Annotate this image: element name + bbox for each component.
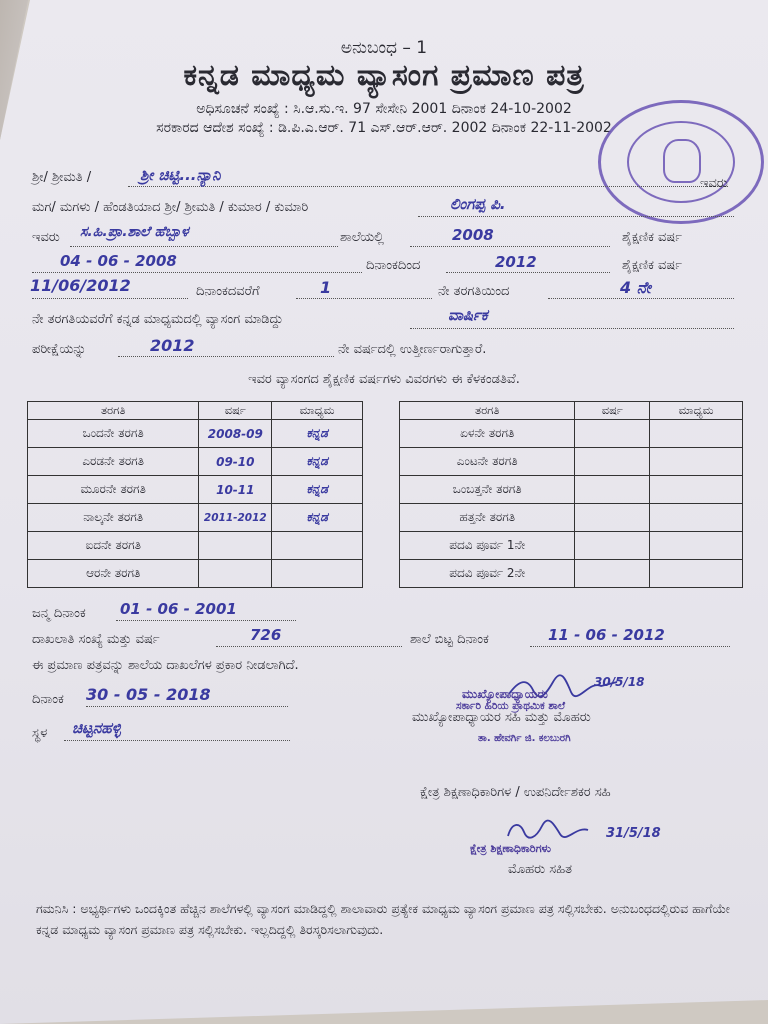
- school-dotted-line: [70, 246, 338, 247]
- annexure-label: ಅನುಬಂಧ – 1: [340, 38, 428, 58]
- year-cell: [575, 532, 650, 560]
- year-cell: [575, 448, 650, 476]
- table-header-year: ವರ್ಷ: [199, 402, 272, 420]
- dob-dotted-line: [116, 620, 296, 621]
- headmaster-seal-line-1: ಮುಖ್ಯೋಪಾಧ್ಯಾಯರು: [462, 687, 548, 701]
- class-name-cell: ನಾಲ್ಕನೇ ತರಗತಿ: [28, 504, 199, 532]
- year-cell: 2011-2012: [199, 504, 272, 532]
- beo-seal-text: ಕ್ಷೇತ್ರ ಶಿಕ್ಷಣಾಧಿಕಾರಿಗಳು: [470, 842, 551, 855]
- exam-year-dotted-line: [118, 356, 334, 357]
- year-cell: [199, 532, 272, 560]
- class-name-cell: ಎಂಟನೇ ತರಗತಿ: [400, 448, 575, 476]
- table-row: [28, 420, 363, 448]
- parent-label: ಮಗ/ ಮಗಳು / ಹೆಂಡತಿಯಾದ ಶ್ರೀ/ ಶ್ರೀಮತಿ / ಕುಮಾರ / ಕುಮಾರಿ: [32, 200, 309, 215]
- from-year-dotted-line: [446, 272, 610, 273]
- details-intro: ಇವರ ವ್ಯಾಸಂಗದ ಶೈಕ್ಷಣಿಕ ವರ್ಷಗಳು ವಿವರಗಳು ಈ ಕೆಳಕಂಡತಿವೆ.: [248, 372, 520, 387]
- from-class-label: ನೇ ತರಗತಿಯಿಂದ: [438, 284, 510, 299]
- to-date-dotted-line: [32, 298, 188, 299]
- parent-value: ಲಿಂಗಪ್ಪ ಪಿ.: [450, 195, 506, 213]
- table-header-class: ತರಗತಿ: [28, 402, 199, 420]
- issued-statement: ಈ ಪ್ರಮಾಣ ಪತ್ರವನ್ನು ಶಾಲೆಯ ದಾಖಲೆಗಳ ಪ್ರಕಾರ ನೀಡಲಾಗಿದೆ.: [32, 658, 299, 673]
- beo-signature-line: ಕ್ಷೇತ್ರ ಶಿಕ್ಷಣಾಧಿಕಾರಿಗಳ / ಉಪನಿರ್ದೇಶಕರ ಸಹಿ: [420, 785, 611, 800]
- dob-value: 01 - 06 - 2001: [120, 600, 237, 618]
- place-value: ಚಿಟ್ಟನಹಳ್ಳಿ: [72, 719, 121, 737]
- medium-cell: [272, 560, 363, 588]
- year-cell: 2008-09: [199, 420, 272, 448]
- year-cell: [575, 476, 650, 504]
- from-class-value: 1: [320, 278, 332, 297]
- upto-class-label: ನೇ ತರಗತಿಯವರೆಗೆ ಕನ್ನಡ ಮಾಧ್ಯಮದಲ್ಲಿ ವ್ಯಾಸಂಗ ಮಾಡಿದ್ದು: [32, 312, 284, 327]
- table-row: [28, 504, 363, 532]
- exam-year-value: 2012: [150, 336, 195, 355]
- name-suffix: ಇವರು: [700, 176, 728, 191]
- document-title: ಕನ್ನಡ ಮಾಧ್ಯಮ ವ್ಯಾಸಂಗ ಪ್ರಮಾಣ ಪತ್ರ: [183, 58, 585, 93]
- class-details-table-left: [27, 401, 363, 588]
- table-header-medium: ಮಾಧ್ಯಮ: [272, 402, 363, 420]
- class-name-cell: ಹತ್ತನೇ ತರಗತಿ: [400, 504, 575, 532]
- to-class-dotted-line: [548, 298, 734, 299]
- from-date-dotted-line: [32, 272, 362, 273]
- place-dotted-line: [64, 740, 290, 741]
- leaving-date-value: 11 - 06 - 2012: [548, 626, 665, 644]
- name-dotted-line: [128, 186, 728, 187]
- table-row: [400, 476, 743, 504]
- table-row: [400, 448, 743, 476]
- medium-cell: [650, 420, 743, 448]
- class-name-cell: ಎರಡನೇ ತರಗತಿ: [28, 448, 199, 476]
- academic-year-label-1: ಶೈಕ್ಷಣಿಕ ವರ್ಷ: [622, 230, 682, 245]
- dob-label: ಜನ್ಮ ದಿನಾಂಕ: [32, 606, 86, 621]
- class-name-cell: ಆರನೇ ತರಗತಿ: [28, 560, 199, 588]
- notification-number: ಅಧಿಸೂಚನೆ ಸಂಖ್ಯೆ : ಸಿ.ಆ.ಸು.ಇ. 97 ಸೇಸೇನಿ 2001 ದಿನಾಂಕ 24-10-2002: [196, 101, 572, 117]
- name-value: ಶ್ರೀ ಚಿಟ್ಟಿ...ನ್ಯಾನಿ: [140, 166, 221, 184]
- headmaster-seal-line-3: ತಾ. ಹೇವರ್ಗಿ ಜಿ. ಕಲಬುರಗಿ: [478, 733, 571, 744]
- admission-dotted-line: [216, 646, 402, 647]
- medium-cell: ಕನ್ನಡ: [272, 420, 363, 448]
- exam-name-value: ವಾರ್ಷಿಕ: [448, 306, 488, 324]
- medium-cell: [650, 448, 743, 476]
- table-header-year: ವರ್ಷ: [575, 402, 650, 420]
- year-cell: 09-10: [199, 448, 272, 476]
- place-label: ಸ್ಥಳ: [32, 726, 48, 741]
- table-row: [400, 532, 743, 560]
- to-date-value: 11/06/2012: [30, 276, 131, 295]
- year-cell: [575, 504, 650, 532]
- medium-cell: [650, 476, 743, 504]
- table-row: [28, 532, 363, 560]
- headmaster-seal-line-2: ಸರ್ಕಾರಿ ಹಿರಿಯ ಪ್ರಾಥಮಿಕ ಶಾಲೆ: [456, 700, 566, 712]
- headmaster-sign-line: ಮುಖ್ಯೋಪಾಧ್ಯಾಯರ ಸಹಿ ಮತ್ತು ಮೊಹರು: [412, 710, 591, 725]
- medium-cell: ಕನ್ನಡ: [272, 504, 363, 532]
- class-name-cell: ಐದನೇ ತರಗತಿ: [28, 532, 199, 560]
- government-order-number: ಸರಕಾರದ ಆದೇಶ ಸಂಖ್ಯೆ : ಡಿ.ಪಿ.ಎ.ಆರ್. 71 ಎಸ್.ಆರ್.ಆರ್. 2002 ದಿನಾಂಕ 22-11-2002: [156, 120, 612, 136]
- beo-signature-date: 31/5/18: [606, 826, 661, 841]
- round-official-seal-icon: [598, 100, 764, 224]
- to-class-value: 4 ನೇ: [620, 278, 651, 297]
- exam-label: ಪರೀಕ್ಷೆಯನ್ನು: [32, 342, 87, 357]
- medium-cell: [650, 504, 743, 532]
- name-label: ಶ್ರೀ/ ಶ್ರೀಮತಿ /: [32, 170, 92, 185]
- school-value: ಸ.ಹಿ.ಪ್ರಾ.ಶಾಲೆ ಹೆಬ್ಬಾಳ: [80, 224, 189, 240]
- school-year-value: 2008: [452, 226, 494, 244]
- table-row: [400, 504, 743, 532]
- exam-name-dotted-line: [410, 328, 734, 329]
- medium-cell: [650, 532, 743, 560]
- table-header-row: [28, 402, 363, 420]
- medium-cell: [272, 532, 363, 560]
- from-date-label: ದಿನಾಂಕದಿಂದ: [366, 258, 421, 273]
- table-header-medium: ಮಾಧ್ಯಮ: [650, 402, 743, 420]
- footer-note: ಗಮನಿಸಿ : ಅಭ್ಯರ್ಥಿಗಳು ಒಂದಕ್ಕಿಂತ ಹೆಚ್ಚಿನ ಶಾಲೆಗಳಲ್ಲಿ ವ್ಯಾಸಂಗ ಮಾಡಿದ್ದಲ್ಲಿ ಶಾಲಾವಾರು ಪ್ರತ್ಯೇಕ ಮಾಧ್ಯಮ ವ್ಯಾಸಂಗ ಪ್ರಮಾಣ ಪತ್ರ ಸಲ್ಲಿಸಬೇಕು. ಅನುಬಂಧದಲ್ಲಿರುವ ಹಾಗೆಯೇ ಕನ್ನಡ ಮಾಧ್ಯಮ ವ್ಯಾಸಂಗ ಪ್ರಮಾಣ ಪತ್ರ ಸಲ್ಲಿಸಬೇಕು. ಇಲ್ಲದಿದ್ದಲ್ಲಿ ತಿರಸ್ಕರಿಸಲಾಗುವುದು.: [36, 901, 730, 937]
- year-cell: [575, 560, 650, 588]
- table-row: [28, 560, 363, 588]
- class-name-cell: ಪದವಿ ಪೂರ್ವ 2ನೇ: [400, 560, 575, 588]
- admission-label: ದಾಖಲಾತಿ ಸಂಖ್ಯೆ ಮತ್ತು ವರ್ಷ: [32, 632, 160, 647]
- school-suffix: ಶಾಲೆಯಲ್ಲಿ: [340, 230, 384, 245]
- headmaster-signature-date: 30/5/18: [594, 675, 645, 689]
- school-year-dotted-line: [410, 246, 610, 247]
- medium-cell: ಕನ್ನಡ: [272, 476, 363, 504]
- admission-value: 726: [250, 626, 282, 644]
- leaving-date-label: ಶಾಲೆ ಬಿಟ್ಟ ದಿನಾಂಕ: [410, 632, 489, 647]
- table-row: [400, 560, 743, 588]
- class-name-cell: ಒಂಬತ್ತನೇ ತರಗತಿ: [400, 476, 575, 504]
- table-row: [28, 448, 363, 476]
- beo-signature-icon: [502, 818, 612, 844]
- class-details-table-right: [399, 401, 743, 588]
- table-row: [400, 420, 743, 448]
- table-row: [28, 476, 363, 504]
- leaving-date-dotted-line: [530, 646, 730, 647]
- table-header-class: ತರಗತಿ: [400, 402, 575, 420]
- year-cell: [575, 420, 650, 448]
- seal-emblem-icon: [663, 139, 701, 183]
- table-header-row: [400, 402, 743, 420]
- school-label: ಇವರು: [32, 230, 60, 245]
- parent-dotted-line: [418, 216, 734, 217]
- class-name-cell: ಮೂರನೇ ತರಗತಿ: [28, 476, 199, 504]
- from-date-value: 04 - 06 - 2008: [60, 252, 177, 270]
- date-value: 30 - 05 - 2018: [86, 685, 211, 704]
- class-name-cell: ಒಂದನೇ ತರಗತಿ: [28, 420, 199, 448]
- from-class-dotted-line: [296, 298, 432, 299]
- academic-year-label-2: ಶೈಕ್ಷಣಿಕ ವರ್ಷ: [622, 258, 682, 273]
- medium-cell: [650, 560, 743, 588]
- date-label: ದಿನಾಂಕ: [32, 692, 64, 707]
- from-year-value: 2012: [495, 253, 537, 271]
- beo-seal-suffix: ಮೊಹರು ಸಹಿತ: [508, 862, 573, 877]
- medium-cell: ಕನ್ನಡ: [272, 448, 363, 476]
- class-name-cell: ಏಳನೇ ತರಗತಿ: [400, 420, 575, 448]
- date-dotted-line: [86, 706, 288, 707]
- passed-label: ನೇ ವರ್ಷದಲ್ಲಿ ಉತ್ತೀರ್ಣರಾಗುತ್ತಾರೆ.: [338, 342, 487, 357]
- to-date-label: ದಿನಾಂಕದವರೆಗೆ: [196, 284, 260, 299]
- year-cell: [199, 560, 272, 588]
- year-cell: 10-11: [199, 476, 272, 504]
- class-name-cell: ಪದವಿ ಪೂರ್ವ 1ನೇ: [400, 532, 575, 560]
